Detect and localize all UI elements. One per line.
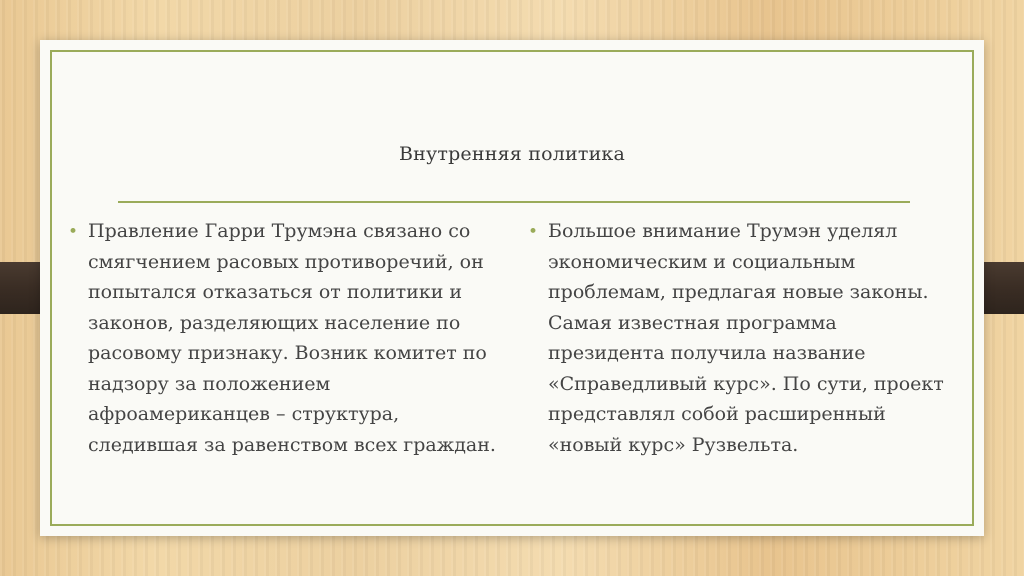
left-column-text: Правление Гарри Трумэна связано со смягчением расовых противоречий, он попытался отказаться от политики и законов, разделяющих население по расовому признаку. Возник комитет по надзору за положением афроамериканцев – структура, следившая за равенством всех граждан. bbox=[88, 220, 496, 456]
bullet-icon: • bbox=[528, 222, 539, 242]
bullet-icon: • bbox=[68, 222, 79, 242]
slide-title: Внутренняя политика bbox=[398, 143, 626, 165]
slide-card bbox=[40, 40, 984, 536]
right-column-text: Большое внимание Трумэн уделял экономическим и социальным проблемам, предлагая новые законы. Самая известная программа президента получила название «Справедливый курс». По сути, проект представлял собой расширенный «новый курс» Рузвельта. bbox=[548, 220, 944, 456]
wood-band-left bbox=[0, 262, 44, 314]
title-divider bbox=[118, 201, 910, 203]
